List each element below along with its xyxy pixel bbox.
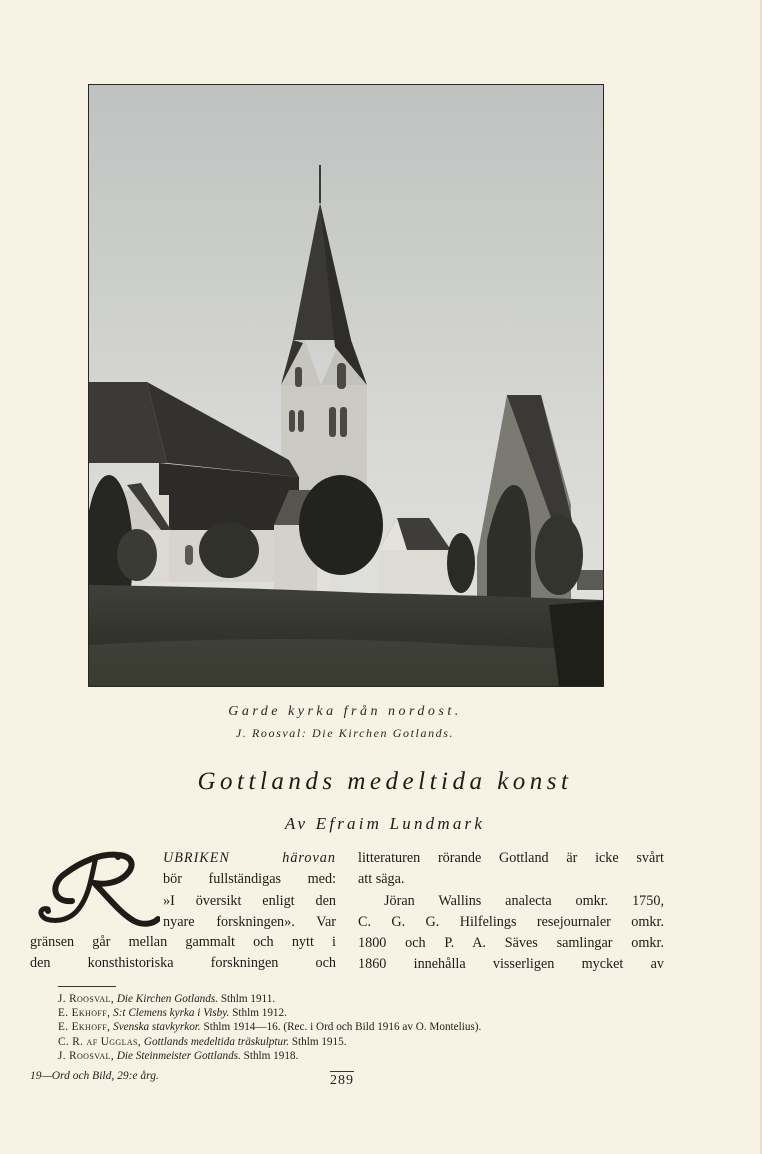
page-number: 289 xyxy=(330,1073,354,1088)
text-line: C. G. G. Hilfelings resejournaler omkr. xyxy=(358,913,664,930)
text-line: nyare forskningen». Var xyxy=(163,913,336,930)
article-title: Gottlands medeltida konst xyxy=(197,768,573,795)
footnote-title: Die Kirchen Gotlands. xyxy=(116,993,219,1005)
text-line: 1800 och P. A. Säves samlingar omkr. xyxy=(358,935,664,952)
photo-credit: J. Roosval: Die Kirchen Gotlands. xyxy=(235,726,455,740)
footnote-rest: Sthlm 1918. xyxy=(240,1049,299,1062)
photo-caption: Garde kyrka från nordost. xyxy=(228,704,462,719)
footnote-title: Gottlands medeltida träskulptur. xyxy=(143,1035,290,1048)
text-line: »I översikt enligt den xyxy=(163,892,336,909)
footnote-author: E. Ekhoff, xyxy=(58,1021,111,1034)
footnote-divider xyxy=(58,986,116,987)
text-line: gränsen går mellan gammalt och nytt i xyxy=(30,934,336,950)
dropcap-letter xyxy=(32,843,160,933)
column-left-indented xyxy=(163,848,336,933)
footnote-title: Die Steinmeister Gottlands. xyxy=(116,1049,241,1062)
footnote-item xyxy=(58,1006,678,1020)
footnote-author: E. Ekhoff, xyxy=(58,1007,111,1020)
footnote-rest: Sthlm 1912. xyxy=(229,1007,287,1020)
text-line: bör fullständigas med: xyxy=(163,871,336,888)
column-left-full xyxy=(30,932,336,975)
church-photo-illustration xyxy=(89,85,603,686)
footnote-title: Svenska stavkyrkor. xyxy=(113,1021,201,1034)
issue-line: 19—Ord och Bild, 29:e årg. xyxy=(30,1070,159,1082)
footnote-item xyxy=(58,992,678,1006)
text-line: Jöran Wallins analecta omkr. 1750, xyxy=(384,892,664,909)
footnote-rest: Sthlm 1914—16. (Rec. i Ord och Bild 1916 av O. Montelius). xyxy=(200,1021,482,1034)
column-right xyxy=(358,848,664,976)
text-line: litteraturen rörande Gottland är icke svårt xyxy=(358,850,664,866)
footnote-item xyxy=(58,1020,678,1034)
footnote-rest: Sthlm 1911. xyxy=(218,993,276,1005)
footnote-author: J. Roosval, xyxy=(58,1049,115,1062)
footnote-item xyxy=(58,1035,678,1049)
text-line: 1860 innehålla visserligen mycket av xyxy=(358,956,664,973)
church-photograph xyxy=(88,84,604,687)
text-line: att säga. xyxy=(358,871,405,888)
footnote-author: C. R. af Ugglas, xyxy=(58,1035,142,1048)
article-author: Av Efraim Lundmark xyxy=(284,814,486,833)
footnote-rest: Sthlm 1915. xyxy=(289,1035,347,1048)
footnote-author: J. Roosval, xyxy=(58,993,115,1005)
footnote-item xyxy=(58,1049,678,1063)
text-line: den konsthistoriska forskningen och xyxy=(30,955,336,972)
footnote-title: S:t Clemens kyrka i Visby. xyxy=(113,1007,230,1020)
footnotes xyxy=(58,992,678,1063)
text-line: UBRIKEN härovan xyxy=(163,850,336,866)
